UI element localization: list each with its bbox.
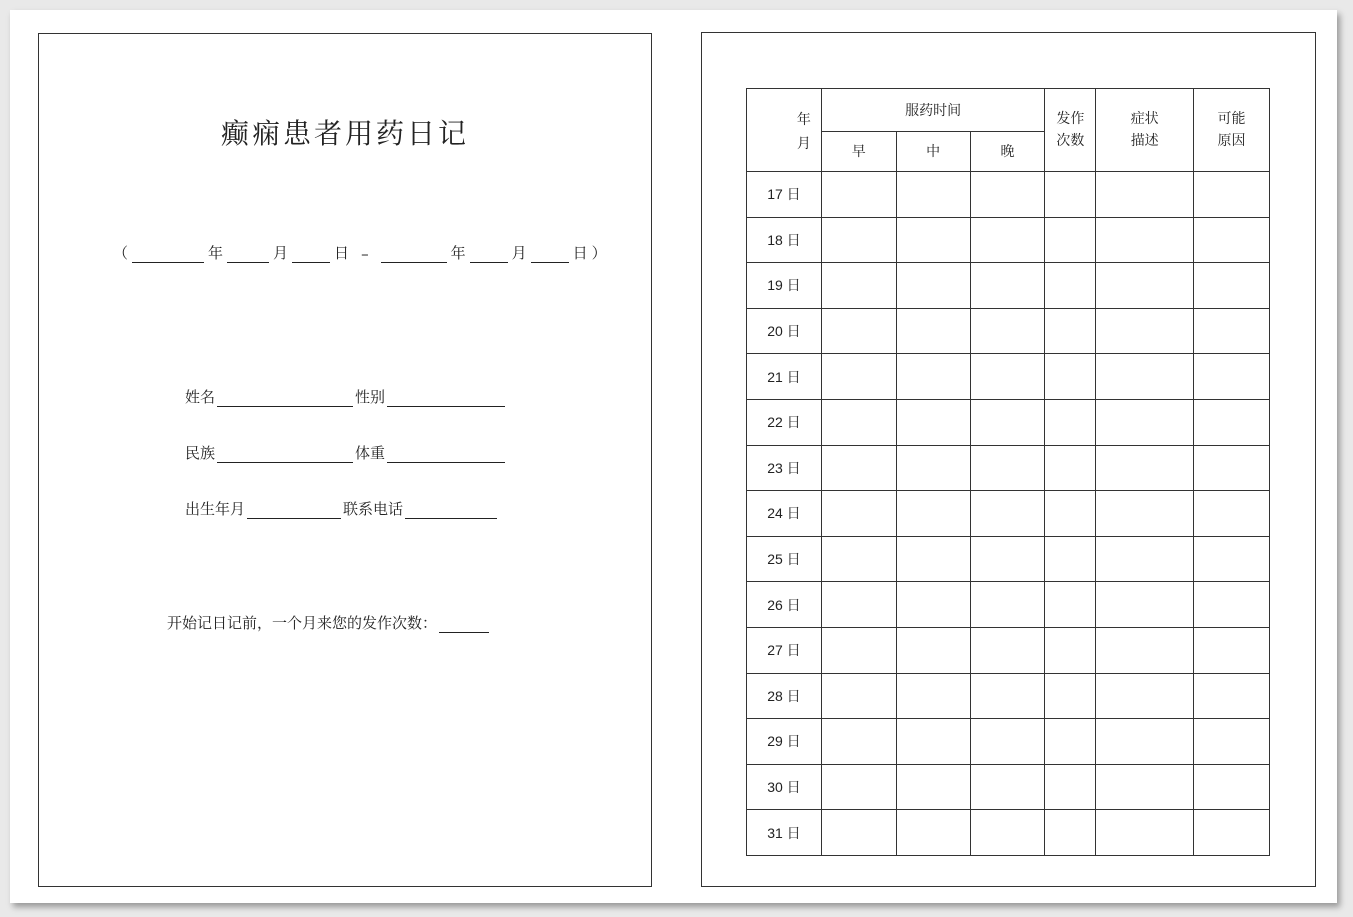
seizures-cell[interactable]	[1045, 764, 1096, 810]
morning-cell[interactable]	[821, 810, 896, 856]
birth-blank[interactable]	[247, 502, 341, 519]
symptoms-cell[interactable]	[1096, 445, 1194, 491]
end-year-label: 年	[450, 244, 466, 262]
table-row	[747, 627, 1270, 673]
noon-cell[interactable]	[896, 399, 970, 445]
day-rows	[747, 172, 1270, 856]
table-row	[747, 308, 1270, 354]
cause-cell[interactable]	[1194, 445, 1270, 491]
seizures-cell[interactable]	[1045, 172, 1096, 218]
header-cause-line2: 原因	[1217, 133, 1246, 149]
cause-cell[interactable]	[1194, 491, 1270, 537]
table-row	[747, 810, 1270, 856]
morning-cell[interactable]	[821, 536, 896, 582]
noon-cell[interactable]	[896, 445, 970, 491]
evening-cell[interactable]	[970, 764, 1045, 810]
close-paren: ）	[591, 244, 607, 262]
symptoms-cell[interactable]	[1096, 582, 1194, 628]
noon-cell[interactable]	[896, 308, 970, 354]
seizures-cell[interactable]	[1045, 719, 1096, 765]
symptoms-cell[interactable]	[1096, 217, 1194, 263]
day-label: 27 日	[747, 627, 822, 673]
cause-cell[interactable]	[1194, 308, 1270, 354]
symptoms-cell[interactable]	[1096, 308, 1194, 354]
evening-cell[interactable]	[970, 719, 1045, 765]
day-label: 28 日	[747, 673, 822, 719]
start-year-blank[interactable]	[132, 246, 204, 263]
header-seizures	[1045, 89, 1096, 172]
noon-cell[interactable]	[896, 764, 970, 810]
day-label: 26 日	[747, 582, 822, 628]
end-month-label: 月	[511, 244, 527, 262]
cause-cell[interactable]	[1194, 172, 1270, 218]
end-month-blank[interactable]	[470, 246, 508, 263]
note-label: 开始记日记前，一个月来您的发作次数：	[167, 614, 438, 632]
cause-cell[interactable]	[1194, 582, 1270, 628]
evening-cell[interactable]	[970, 354, 1045, 400]
header-cause	[1194, 89, 1270, 172]
header-noon: 中	[896, 131, 970, 172]
symptoms-cell[interactable]	[1096, 627, 1194, 673]
symptoms-cell[interactable]	[1096, 719, 1194, 765]
end-year-blank[interactable]	[381, 246, 447, 263]
noon-cell[interactable]	[896, 673, 970, 719]
seizures-cell[interactable]	[1045, 445, 1096, 491]
seizures-cell[interactable]	[1045, 217, 1096, 263]
header-evening: 晚	[970, 131, 1045, 172]
start-month-blank[interactable]	[227, 246, 269, 263]
gender-blank[interactable]	[387, 390, 505, 407]
evening-cell[interactable]	[970, 536, 1045, 582]
end-day-blank[interactable]	[531, 246, 569, 263]
table-row	[747, 172, 1270, 218]
evening-cell[interactable]	[970, 217, 1045, 263]
noon-cell[interactable]	[896, 172, 970, 218]
header-seizures-line1: 发作	[1056, 111, 1085, 127]
seizures-cell[interactable]	[1045, 810, 1096, 856]
phone-label: 联系电话	[343, 500, 404, 518]
table-row	[747, 217, 1270, 263]
ethnicity-blank[interactable]	[217, 446, 353, 463]
evening-cell[interactable]	[970, 582, 1045, 628]
noon-cell[interactable]	[896, 719, 970, 765]
symptoms-cell[interactable]	[1096, 263, 1194, 309]
seizures-cell[interactable]	[1045, 582, 1096, 628]
day-label: 17 日	[747, 172, 822, 218]
header-month: 月	[796, 136, 811, 152]
cause-cell[interactable]	[1194, 217, 1270, 263]
cause-cell[interactable]	[1194, 810, 1270, 856]
noon-cell[interactable]	[896, 810, 970, 856]
cover-page	[38, 33, 652, 887]
morning-cell[interactable]	[821, 719, 896, 765]
row-birth-phone	[185, 498, 499, 519]
cause-cell[interactable]	[1194, 764, 1270, 810]
symptoms-cell[interactable]	[1096, 673, 1194, 719]
start-day-label: 日	[334, 244, 350, 262]
phone-blank[interactable]	[405, 502, 497, 519]
evening-cell[interactable]	[970, 308, 1045, 354]
symptoms-cell[interactable]	[1096, 354, 1194, 400]
evening-cell[interactable]	[970, 673, 1045, 719]
table-row	[747, 582, 1270, 628]
start-day-blank[interactable]	[292, 246, 330, 263]
birth-label: 出生年月	[185, 500, 246, 518]
header-symptoms-line2: 描述	[1130, 133, 1159, 149]
day-label: 20 日	[747, 308, 822, 354]
open-paren: （	[113, 244, 129, 262]
noon-cell[interactable]	[896, 627, 970, 673]
day-label: 24 日	[747, 491, 822, 537]
start-month-label: 月	[273, 244, 289, 262]
symptoms-cell[interactable]	[1096, 536, 1194, 582]
page-title: 癫痫患者用药日记	[220, 117, 469, 150]
day-label: 31 日	[747, 810, 822, 856]
seizures-cell[interactable]	[1045, 308, 1096, 354]
table-row	[747, 673, 1270, 719]
table-row	[747, 445, 1270, 491]
seizures-cell[interactable]	[1045, 673, 1096, 719]
evening-cell[interactable]	[970, 491, 1045, 537]
seizure-count-note	[167, 612, 491, 633]
weight-blank[interactable]	[387, 446, 505, 463]
morning-cell[interactable]	[821, 354, 896, 400]
evening-cell[interactable]	[970, 172, 1045, 218]
morning-cell[interactable]	[821, 627, 896, 673]
evening-cell[interactable]	[970, 627, 1045, 673]
date-range	[111, 242, 609, 263]
day-label: 25 日	[747, 536, 822, 582]
seizures-cell[interactable]	[1045, 627, 1096, 673]
day-label: 23 日	[747, 445, 822, 491]
weight-label: 体重	[355, 444, 386, 462]
seizure-count-blank[interactable]	[439, 616, 489, 633]
header-symptoms-line1: 症状	[1130, 111, 1159, 127]
table-row	[747, 719, 1270, 765]
day-label: 22 日	[747, 399, 822, 445]
cause-cell[interactable]	[1194, 536, 1270, 582]
evening-cell[interactable]	[970, 263, 1045, 309]
symptoms-cell[interactable]	[1096, 399, 1194, 445]
symptoms-cell[interactable]	[1096, 172, 1194, 218]
cause-cell[interactable]	[1194, 263, 1270, 309]
symptoms-cell[interactable]	[1096, 491, 1194, 537]
gender-label: 性别	[355, 388, 386, 406]
symptoms-cell[interactable]	[1096, 764, 1194, 810]
cause-cell[interactable]	[1194, 399, 1270, 445]
header-med-time: 服药时间	[821, 89, 1045, 132]
morning-cell[interactable]	[821, 673, 896, 719]
day-label: 29 日	[747, 719, 822, 765]
row-name-gender	[185, 386, 507, 407]
noon-cell[interactable]	[896, 582, 970, 628]
ethnicity-label: 民族	[185, 444, 216, 462]
day-label: 30 日	[747, 764, 822, 810]
morning-cell[interactable]	[821, 582, 896, 628]
evening-cell[interactable]	[970, 399, 1045, 445]
evening-cell[interactable]	[970, 810, 1045, 856]
row-ethnicity-weight	[185, 442, 507, 463]
morning-cell[interactable]	[821, 308, 896, 354]
document-sheet	[10, 10, 1337, 903]
noon-cell[interactable]	[896, 354, 970, 400]
end-day-label: 日	[572, 244, 588, 262]
cause-cell[interactable]	[1194, 673, 1270, 719]
seizures-cell[interactable]	[1045, 491, 1096, 537]
table-row	[747, 536, 1270, 582]
evening-cell[interactable]	[970, 445, 1045, 491]
seizures-cell[interactable]	[1045, 536, 1096, 582]
cause-cell[interactable]	[1194, 354, 1270, 400]
log-table	[746, 88, 1270, 856]
noon-cell[interactable]	[896, 536, 970, 582]
morning-cell[interactable]	[821, 491, 896, 537]
header-seizures-line2: 次数	[1056, 133, 1085, 149]
header-cause-line1: 可能	[1217, 111, 1246, 127]
morning-cell[interactable]	[821, 764, 896, 810]
table-row	[747, 491, 1270, 537]
day-label: 19 日	[747, 263, 822, 309]
table-row	[747, 399, 1270, 445]
day-label: 18 日	[747, 217, 822, 263]
morning-cell[interactable]	[821, 445, 896, 491]
morning-cell[interactable]	[821, 217, 896, 263]
name-label: 姓名	[185, 388, 216, 406]
day-label: 21 日	[747, 354, 822, 400]
table-row	[747, 764, 1270, 810]
cause-cell[interactable]	[1194, 627, 1270, 673]
header-symptoms	[1096, 89, 1194, 172]
log-page	[701, 32, 1316, 887]
seizures-cell[interactable]	[1045, 354, 1096, 400]
start-year-label: 年	[208, 244, 224, 262]
noon-cell[interactable]	[896, 217, 970, 263]
morning-cell[interactable]	[821, 172, 896, 218]
cause-cell[interactable]	[1194, 719, 1270, 765]
header-year: 年	[796, 112, 811, 128]
noon-cell[interactable]	[896, 263, 970, 309]
header-morning: 早	[821, 131, 896, 172]
noon-cell[interactable]	[896, 491, 970, 537]
morning-cell[interactable]	[821, 263, 896, 309]
header-year-month	[747, 89, 822, 172]
morning-cell[interactable]	[821, 399, 896, 445]
table-row	[747, 354, 1270, 400]
table-row	[747, 263, 1270, 309]
symptoms-cell[interactable]	[1096, 810, 1194, 856]
range-dash: –	[361, 245, 369, 263]
seizures-cell[interactable]	[1045, 399, 1096, 445]
seizures-cell[interactable]	[1045, 263, 1096, 309]
name-blank[interactable]	[217, 390, 353, 407]
